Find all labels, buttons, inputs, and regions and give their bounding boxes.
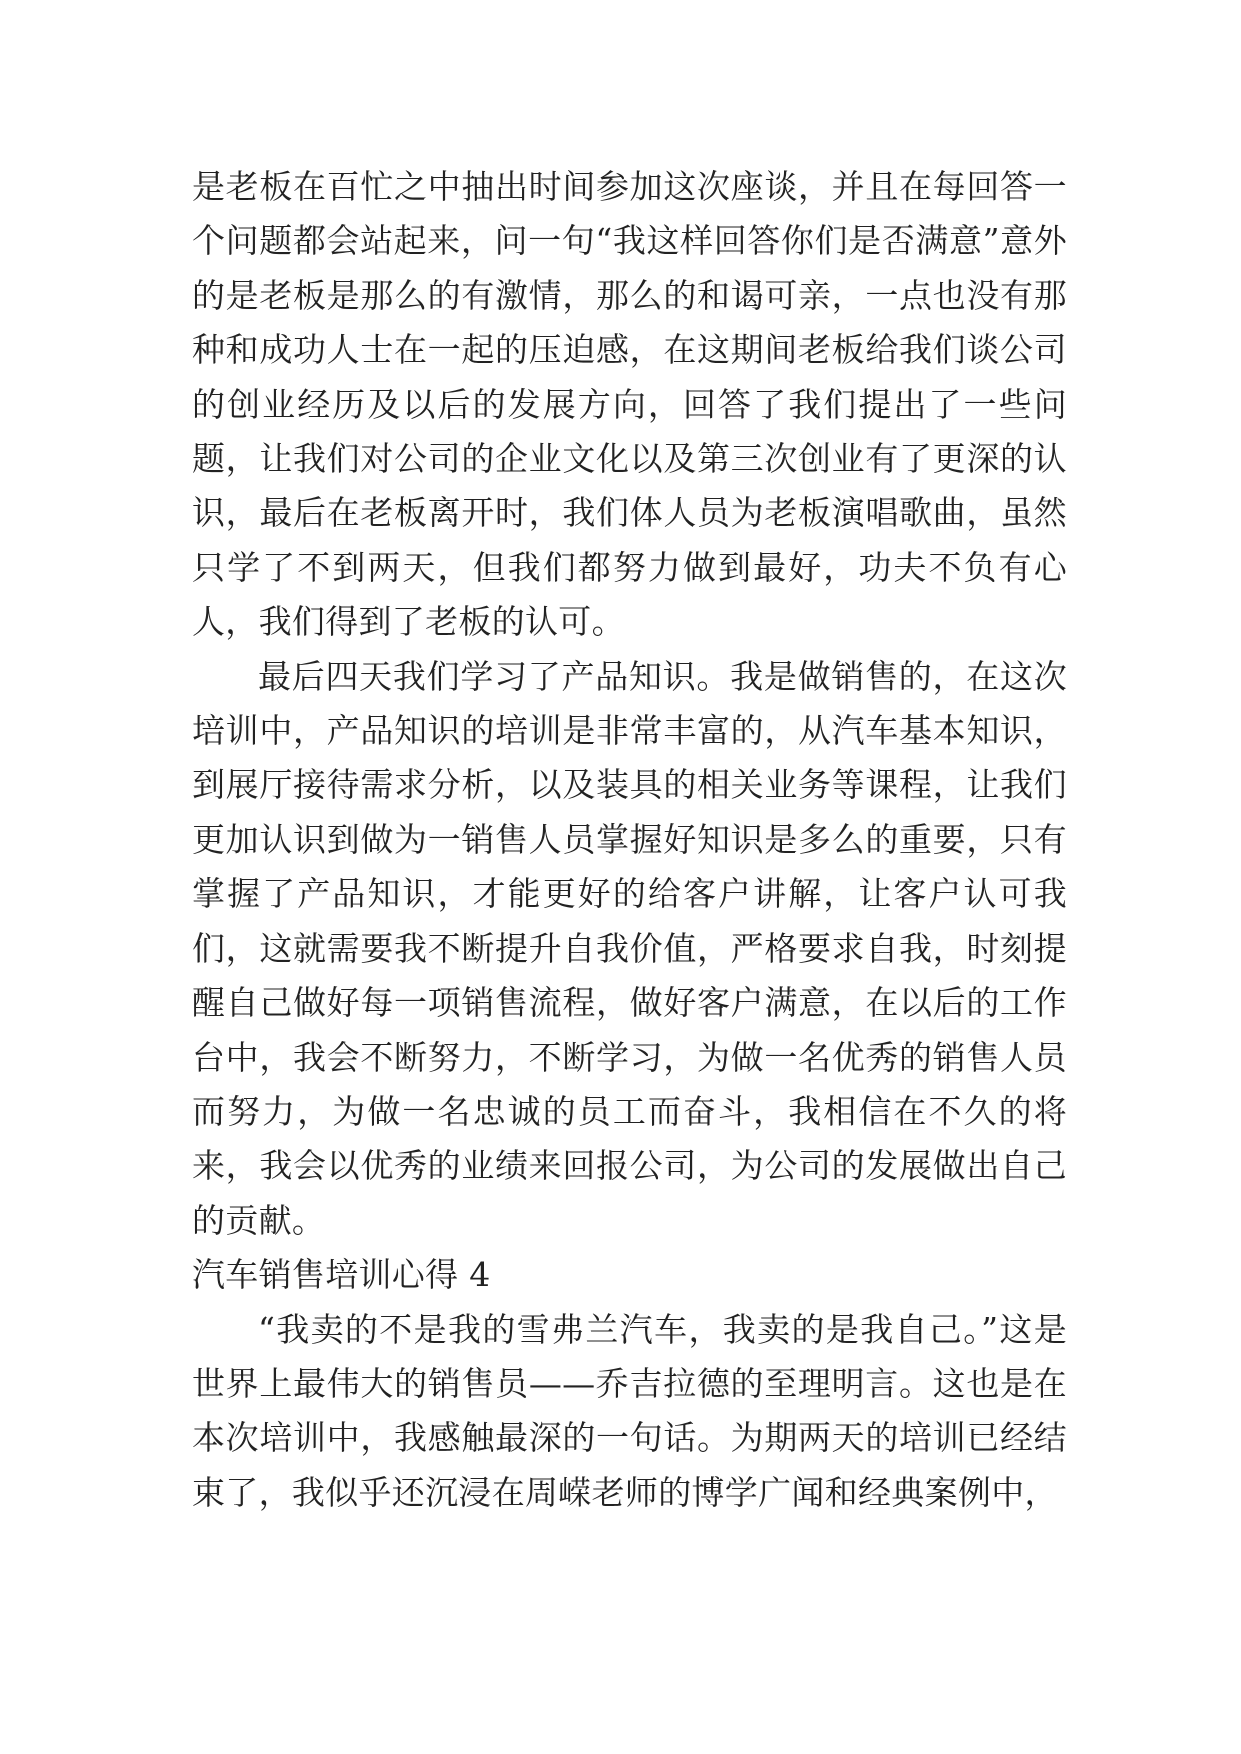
paragraph-section-intro: “我卖的不是我的雪弗兰汽车，我卖的是我自己。”这是世界上最伟大的销售员——乔吉拉德的至理明言。这也是在本次培训中，我感触最深的一句话。为期两天的培训已经结束了，我似乎还沉浸在周嵘老师的博学广闻和经典案例中， — [192, 1309, 1067, 1512]
paragraph-product-knowledge: 最后四天我们学习了产品知识。我是做销售的，在这次培训中，产品知识的培训是非常丰富的，从汽车基本知识，到展厅接待需求分析，以及装具的相关业务等课程，让我们更加认识到做为一销售人员掌握好知识是多么的重要，只有掌握了产品知识，才能更好的给客户讲解，让客户认可我们，这就需要我不断提升自我价值，严格要求自我，时刻提醒自己做好每一项销售流程，做好客户满意，在以后的工作台中，我会不断努力，不断学习，为做一名优秀的销售人员而努力，为做一名忠诚的员工而奋斗，我相信在不久的将来，我会以优秀的业绩来回报公司，为公司的发展做出自己的贡献。 — [192, 656, 1067, 1240]
paragraph-continuation: 是老板在百忙之中抽出时间参加这次座谈，并且在每回答一个问题都会站起来，问一句“我这样回答你们是否满意”意外的是老板是那么的有激情，那么的和谒可亲，一点也没有那种和成功人士在一起的压迫感，在这期间老板给我们谈公司的创业经历及以后的发展方向，回答了我们提出了一些问题，让我们对公司的企业文化以及第三次创业有了更深的认识，最后在老板离开时，我们体人员为老板演唱歌曲，虽然只学了不到两天，但我们都努力做到最好，功夫不负有心人，我们得到了老板的认可。 — [192, 167, 1067, 642]
document-body — [192, 160, 1067, 1520]
section-title: 汽车销售培训心得 4 — [192, 1255, 491, 1295]
